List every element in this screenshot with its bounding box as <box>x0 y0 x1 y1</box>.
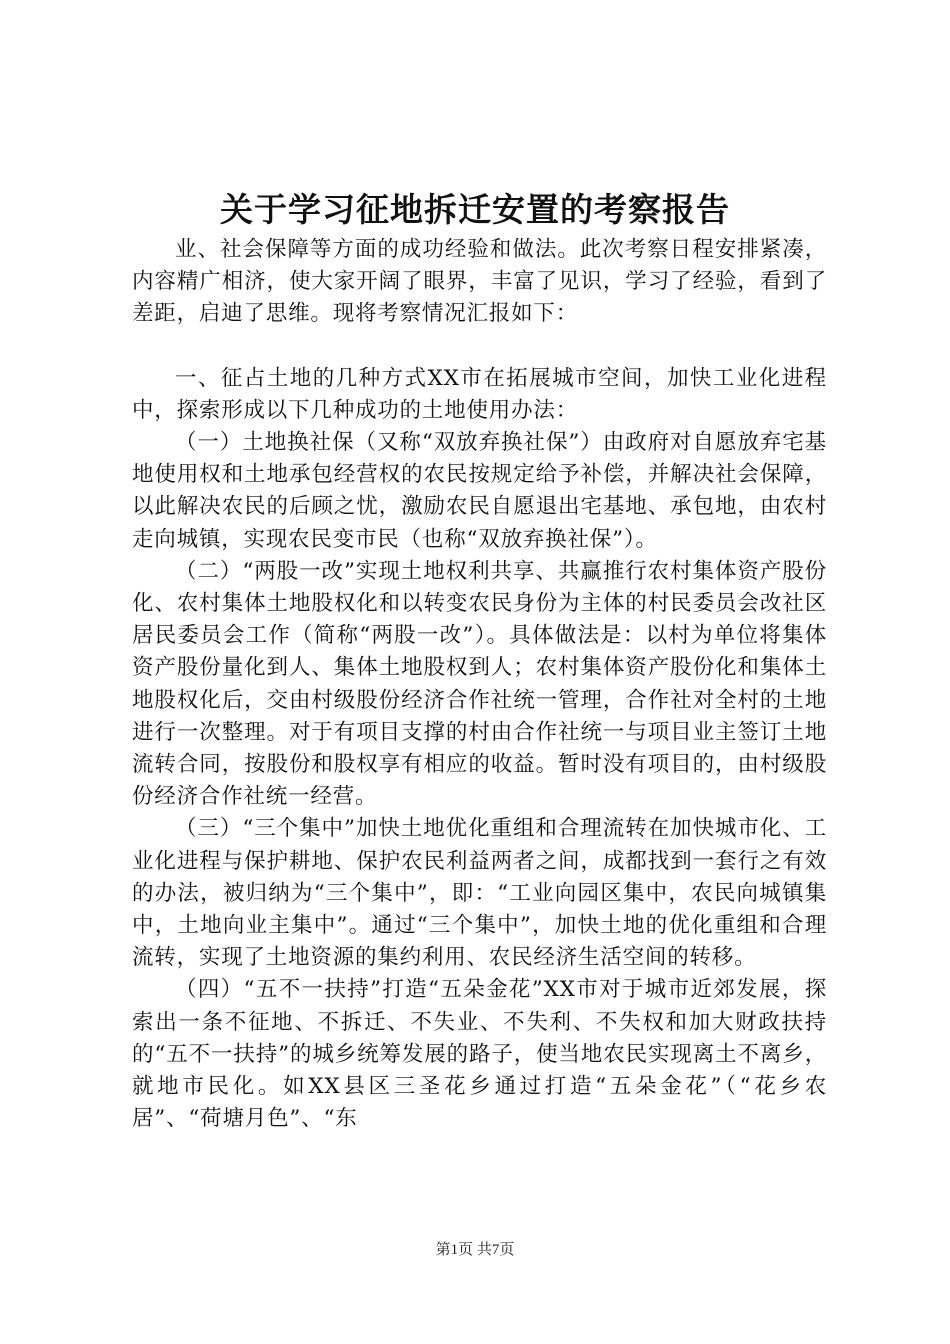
paragraph-item-1: （一）土地换社保（又称“双放弃换社保”）由政府对自愿放弃宅基地使用权和土地承包经营权的农民按规定给予补偿，并解决社会保障，以此解决农民的后顾之忧，激励农民自愿退出宅基地、承包地，由农村走向城镇，实现农民变市民（也称“双放弃换社保”）。 <box>132 430 827 552</box>
document-body <box>132 234 827 1135</box>
paragraph-item-4: （四）“五不一扶持”打造“五朵金花”XX市对于城市近郊发展，探索出一条不征地、不拆迁、不失业、不失利、不失权和加大财政扶持的“五不一扶持”的城乡统筹发展的路子，使当地农民实现离土不离乡，就地市民化。如XX县区三圣花乡通过打造“五朵金花”（“花乡农居”、“荷塘月色”、“东 <box>132 977 827 1132</box>
paragraph-item-3: （三）“三个集中”加快土地优化重组和合理流转在加快城市化、工业化进程与保护耕地、保护农民利益两者之间，成都找到一套行之有效的办法，被归纳为“三个集中”，即：“工业向园区集中，农民向城镇集中，土地向业主集中”。通过“三个集中”，加快土地的优化重组和合理流转，实现了土地资源的集约利用、农民经济生活空间的转移。 <box>132 816 827 971</box>
document-title: 关于学习征地拆迁安置的考察报告 <box>220 190 730 229</box>
paragraph-item-2: （二）“两股一改”实现土地权利共享、共赢推行农村集体资产股份化、农村集体土地股权化和以转变农民身份为主体的村民委员会改社区居民委员会工作（简称“两股一改”）。具体做法是：以村为单位将集体资产股份量化到人、集体土地股权到人；农村集体资产股份化和集体土地股权化后，交由村级股份经济合作社统一管理，合作社对全村的土地进行一次整理。对于有项目支撑的村由合作社统一与项目业主签订土地流转合同，按股份和股权享有相应的收益。暂时没有项目的，由村级股份经济合作社统一经营。 <box>132 558 827 810</box>
page-footer: 第1页 共7页 <box>435 1242 515 1258</box>
paragraph-section-1: 一、征占土地的几种方式XX市在拓展城市空间，加快工业化进程中，探索形成以下几种成功的土地使用办法： <box>132 365 827 423</box>
paragraph-intro: 业、社会保障等方面的成功经验和做法。此次考察日程安排紧凑，内容精广相济，使大家开阔了眼界，丰富了见识，学习了经验，看到了差距，启迪了思维。现将考察情况汇报如下： <box>132 237 827 327</box>
